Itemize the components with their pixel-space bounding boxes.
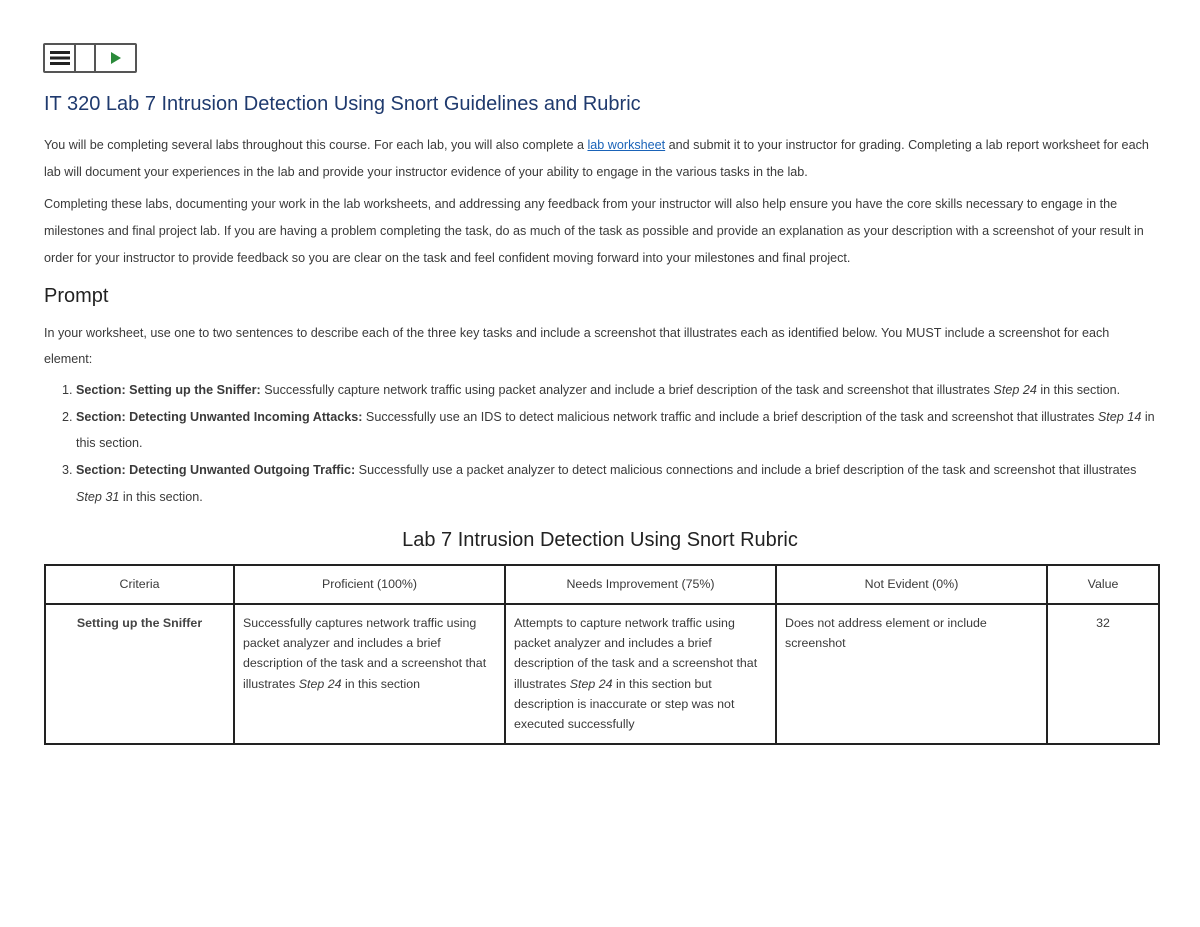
intro-p1-text-after: and submit it to your instructor for grading. Completing a lab report worksheet for each lab will document your experiences in the lab and provide your instructor evidence of your ability to engage in the various tasks in the lab. [44,138,1149,179]
cell-criteria: Setting up the Sniffer [45,604,234,744]
play-icon [110,51,122,65]
play-button[interactable] [96,45,135,71]
task-text: Successfully use a packet analyzer to detect malicious connections and include a brief description of the task and screenshot that illustrates [355,463,1137,478]
task-step: Step 31 [76,489,120,504]
menu-button[interactable] [45,45,76,71]
task-text-end: in this section. [119,489,203,504]
header-value: Value [1047,565,1159,603]
cell-needs-improvement [505,604,776,744]
lab-worksheet-link[interactable]: lab worksheet [587,138,666,152]
table-row [45,604,1159,744]
task-step: Step 14 [1097,409,1142,424]
task-label: Section: Detecting Unwanted Incoming Attacks: [76,409,363,424]
needs-step: Step 24 [569,676,613,691]
task-text-end: in this section. [76,409,1155,451]
needs-text-end: in this section but description is inaccurate or step was not executed successfully [514,676,735,732]
task-text-end: in this section. [1036,382,1121,397]
needs-text: Attempts to capture network traffic using packet analyzer and includes a brief description of the task and a screenshot that illustrates [514,615,758,691]
cell-proficient [234,604,505,744]
task-text: Successfully capture network traffic using packet analyzer and include a brief description of the task and screenshot that illustrates [260,382,994,397]
task-step: Step 24 [993,382,1037,397]
page-title: IT 320 Lab 7 Intrusion Detection Using Snort Guidelines and Rubric [44,93,641,115]
menu-icon [50,50,70,66]
blank-button[interactable] [76,45,96,71]
list-item [76,457,1156,510]
intro-paragraph-1 [44,132,1156,185]
document-content [44,90,1156,745]
task-label: Section: Detecting Unwanted Outgoing Traffic: [76,463,356,478]
task-label: Section: Setting up the Sniffer: [76,382,261,397]
task-list [44,377,1156,511]
proficient-text-end: in this section [341,676,421,691]
header-criteria: Criteria [45,565,234,603]
header-not-evident: Not Evident (0%) [776,565,1047,603]
cell-value: 32 [1047,604,1159,744]
header-needs-improvement: Needs Improvement (75%) [505,565,776,603]
proficient-text: Successfully captures network traffic using packet analyzer and includes a brief description of the task and a screenshot that illustrates [243,615,487,691]
intro-p1-text-before: You will be completing several labs throughout this course. For each lab, you will also complete a [44,138,588,152]
prompt-heading: Prompt [44,284,109,307]
task-text: Successfully use an IDS to detect malicious network traffic and include a brief description of the task and screenshot that illustrates [362,409,1098,424]
list-item [76,404,1156,457]
rubric-title: Lab 7 Intrusion Detection Using Snort Rubric [402,529,798,552]
cell-not-evident: Does not address element or include screenshot [776,604,1047,744]
rubric-header-row [45,565,1159,603]
list-item [76,377,1156,404]
header-proficient: Proficient (100%) [234,565,505,603]
intro-paragraph-2: Completing these labs, documenting your work in the lab worksheets, and addressing any feedback from your instructor will also help ensure you have the core skills necessary to engage in the milestones and final project lab. If you are having a problem completing the task, do as much of the task as possible and provide an explanation as your description with a screenshot of your result in order for your instructor to provide feedback so you are clear on the task and feel confident moving forward into your milestones and final project. [44,197,1144,265]
rubric-table [44,564,1160,744]
proficient-step: Step 24 [298,676,342,691]
prompt-text: In your worksheet, use one to two sentences to describe each of the three key tasks and include a screenshot that illustrates each as identified below. You MUST include a screenshot for each element: [44,325,1110,367]
toolbar [43,43,137,73]
